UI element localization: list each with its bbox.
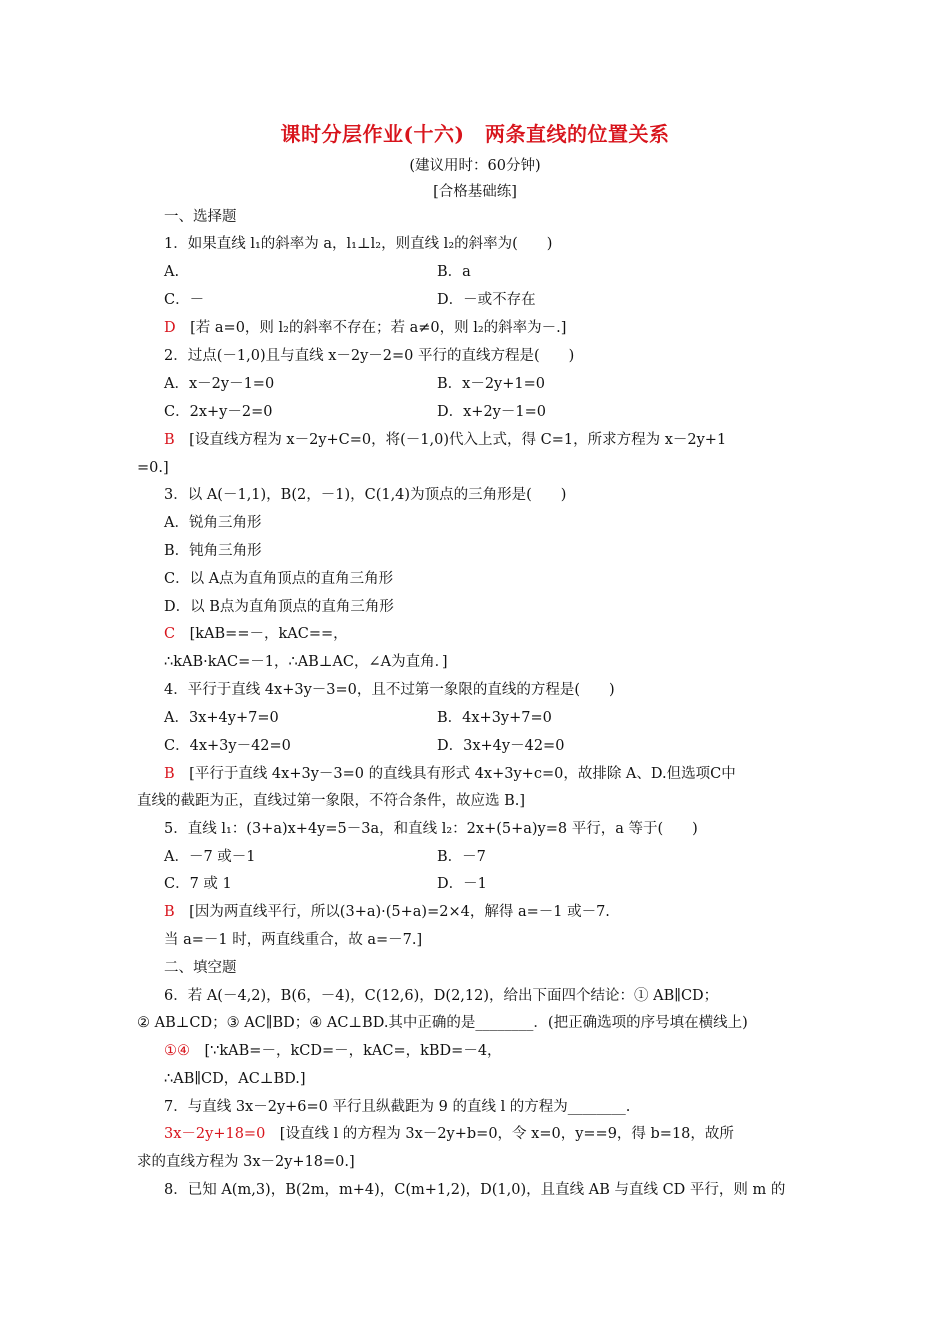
- q7-stem: 7．与直线 3x－2y+6=0 平行且纵截距为 9 的直线 l 的方程为________.: [164, 1099, 631, 1115]
- q3-stem: 3．以 A(－1,1)，B(2，－1)，C(1,4)为顶点的三角形是( ): [164, 487, 567, 503]
- q7-solution: [164, 1124, 734, 1144]
- q6-explanation-cont: ∴AB∥CD，AC⊥BD.]: [164, 1071, 306, 1087]
- q2-answer-key: B: [164, 432, 175, 448]
- q4-stem: 4．平行于直线 4x+3y－3=0，且不过第一象限的直线的方程是( ): [164, 682, 615, 698]
- q2-stem: 2．过点(－1,0)且与直线 x－2y－2=0 平行的直线方程是( ): [164, 348, 575, 364]
- q3-option-b: B．钝角三角形: [164, 543, 262, 559]
- q2-option-d: D．x+2y－1=0: [437, 404, 546, 420]
- q4-solution: [164, 764, 736, 784]
- q4-answer-key: B: [164, 766, 175, 782]
- q6-stem-cont: ② AB⊥CD；③ AC∥BD；④ AC⊥BD.其中正确的是________．(把正确选项的序号填在横线上): [137, 1015, 748, 1031]
- q1-option-d: D．－或不存在: [437, 292, 536, 308]
- q1-stem: 1．如果直线 l₁的斜率为 a，l₁⊥l₂，则直线 l₂的斜率为( ): [164, 236, 553, 252]
- q5-explanation: [因为两直线平行，所以(3+a)·(5+a)=2×4，解得 a=－1 或－7.: [189, 904, 610, 920]
- q7-explanation-cont: 求的直线方程为 3x－2y+18=0.]: [137, 1154, 355, 1170]
- q4-option-d: D．3x+4y－42=0: [437, 738, 565, 754]
- q2-explanation-cont: =0.]: [137, 460, 169, 476]
- q3-explanation-cont: ∴kAB·kAC=－1，∴AB⊥AC，∠A为直角．]: [164, 654, 448, 670]
- q4-option-c: C．4x+3y－42=0: [164, 738, 291, 754]
- time-note: (建议用时：60分钟): [409, 158, 541, 174]
- q1-explanation: [若 a=0，则 l₂的斜率不存在；若 a≠0，则 l₂的斜率为－.]: [190, 320, 567, 336]
- q5-option-b: B．－7: [437, 849, 486, 865]
- q4-option-a: A．3x+4y+7=0: [164, 710, 279, 726]
- page-title: 课时分层作业(十六) 两条直线的位置关系: [280, 122, 670, 146]
- q6-answer-key: ①④: [164, 1043, 190, 1059]
- q5-answer-key: B: [164, 904, 175, 920]
- section-choice: 一、选择题: [164, 209, 237, 225]
- section-fill: 二、填空题: [164, 960, 237, 976]
- q1-option-c: C．－: [164, 292, 205, 308]
- q5-option-a: A．－7 或－1: [164, 849, 256, 865]
- q4-option-b: B．4x+3y+7=0: [437, 710, 552, 726]
- level-label: [合格基础练]: [433, 184, 517, 200]
- q6-stem: 6．若 A(－4,2)，B(6，－4)，C(12,6)，D(2,12)，给出下面四个结论：① AB∥CD；: [164, 988, 719, 1004]
- q2-solution: [164, 430, 726, 450]
- q3-option-c: C．以 A点为直角顶点的直角三角形: [164, 571, 394, 587]
- q1-option-b: B．a: [437, 264, 471, 280]
- q3-option-a: A．锐角三角形: [164, 515, 262, 531]
- q5-option-d: D．－1: [437, 876, 487, 892]
- q5-option-c: C．7 或 1: [164, 876, 232, 892]
- q8-stem: 8．已知 A(m,3)，B(2m，m+4)，C(m+1,2)，D(1,0)，且直线 AB 与直线 CD 平行，则 m 的: [164, 1182, 786, 1198]
- q1-solution: [164, 318, 566, 338]
- q2-explanation: [设直线方程为 x－2y+C=0，将(－1,0)代入上式，得 C=1，所求方程为 x－2y+1: [189, 432, 727, 448]
- q5-explanation-cont: 当 a=－1 时，两直线重合，故 a=－7.]: [164, 932, 423, 948]
- q7-explanation: [设直线 l 的方程为 3x－2y+b=0，令 x=0，y==9，得 b=18，故所: [279, 1126, 734, 1142]
- q5-solution: [164, 902, 610, 922]
- q3-option-d: D．以 B点为直角顶点的直角三角形: [164, 599, 394, 615]
- q7-answer-key: 3x－2y+18=0: [164, 1126, 266, 1142]
- q3-solution: [164, 624, 348, 644]
- q2-option-c: C．2x+y－2=0: [164, 404, 273, 420]
- q6-solution: [164, 1041, 502, 1061]
- q4-explanation: [平行于直线 4x+3y－3=0 的直线具有形式 4x+3y+c=0，故排除 A、D.但选项C中: [189, 766, 736, 782]
- q4-explanation-cont: 直线的截距为正，直线过第一象限，不符合条件，故应选 B.]: [137, 793, 526, 809]
- q6-explanation: [∵kAB=－，kCD=－，kAC=，kBD=－4，: [204, 1043, 502, 1059]
- q3-answer-key: C: [164, 626, 176, 642]
- q3-explanation: [kAB==－，kAC==，: [189, 626, 348, 642]
- q1-answer-key: D: [164, 320, 176, 336]
- q2-option-a: A．x－2y－1=0: [164, 376, 275, 392]
- q5-stem: 5．直线 l₁：(3+a)x+4y=5－3a，和直线 l₂：2x+(5+a)y=8 平行，a 等于( ): [164, 821, 698, 837]
- q1-option-a: A.: [164, 264, 180, 280]
- q2-option-b: B．x－2y+1=0: [437, 376, 545, 392]
